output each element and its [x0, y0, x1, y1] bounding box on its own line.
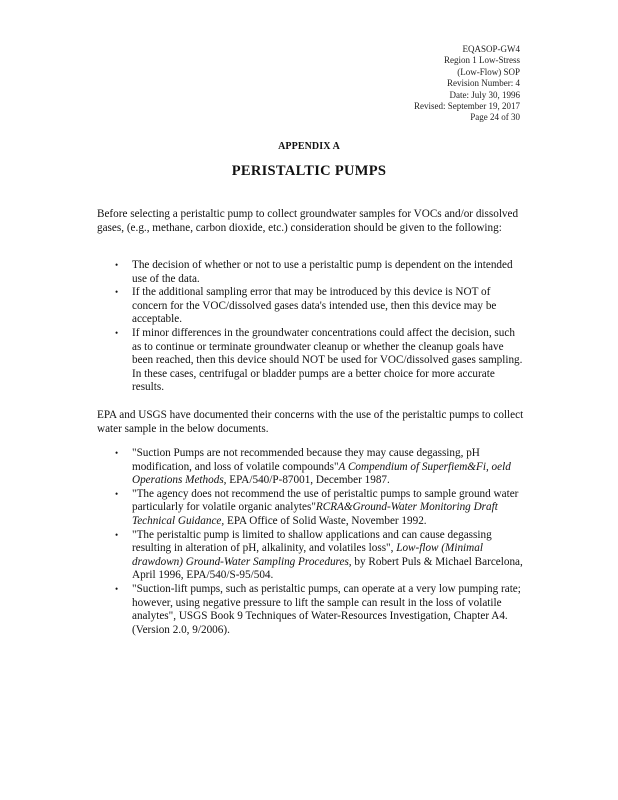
reference-quote: "Suction Pumps are not recommended because they may cause degassing, pH modification, and loss of volatile compounds"	[132, 447, 480, 473]
intro-paragraph: Before selecting a peristaltic pump to collect groundwater samples for VOCs and/or dissolved gases, (e.g., methane, carbon dioxide, etc.) consideration should be given to the following:	[97, 208, 519, 235]
reference-title: A Compendium of Superfiem&Fi, oeld Operations Methods,	[132, 460, 511, 487]
header-revised: Revised: September 19, 2017	[414, 101, 520, 112]
header-page-number: Page 24 of 30	[470, 112, 520, 123]
list-item	[115, 259, 527, 286]
bullet-icon: •	[115, 260, 119, 270]
reference-title: Low-flow (Minimal drawdown) Ground-Water Sampling Procedures,	[132, 542, 483, 568]
reference-title: RCRA&Ground-Water Monitoring Draft Technical Guidance,	[132, 501, 498, 527]
list-item	[115, 583, 527, 637]
reference-source: by Robert Puls & Michael Barcelona, April 1996, EPA/540/S-95/504.	[132, 555, 523, 582]
appendix-label: APPENDIX A	[278, 141, 340, 152]
references-list	[115, 447, 527, 637]
considerations-list	[115, 259, 527, 395]
list-item-text: The decision of whether or not to use a peristaltic pump is dependent on the intended use of the data.	[132, 259, 513, 285]
reference-quote: "The agency does not recommend the use of peristaltic pumps to sample ground water particularly for volatile organic analytes"	[132, 487, 519, 514]
bullet-icon: •	[115, 583, 119, 594]
list-item	[115, 327, 527, 395]
list-item	[115, 286, 527, 327]
list-item-text: If minor differences in the groundwater concentrations could affect the decision, such as to continue or terminate groundwater cleanup or whether the cleanup goals have been reached, then this device should NOT be used for VOC/dissolved gases sampling. In these cases, centrifugal or bladder pumps are a better choice for more accurate results.	[132, 326, 523, 394]
header-doc-id: EQASOP-GW4	[462, 44, 520, 54]
list-item	[115, 529, 527, 583]
header-region: Region 1 Low-Stress	[444, 55, 520, 66]
reference-source: EPA/540/P-87001, December 1987.	[226, 474, 390, 487]
list-item	[115, 488, 527, 529]
reference-quote: "The peristaltic pump is limited to shallow applications and can cause degassing resulting in alteration of pH, alkalinity, and volatiles loss",	[132, 528, 492, 555]
bullet-icon: •	[115, 287, 119, 298]
bullet-icon: •	[115, 488, 119, 499]
usgs-paragraph: EPA and USGS have documented their concerns with the use of the peristaltic pumps to collect water sample in the below documents.	[97, 409, 524, 436]
list-item-text: If the additional sampling error that may be introduced by this device is NOT of concern for the VOC/dissolved gases data's intended use, then this device may be acceptable.	[132, 286, 497, 326]
bullet-icon: •	[115, 529, 119, 540]
list-item	[115, 447, 527, 488]
reference-source: EPA Office of Solid Waste, November 1992.	[224, 514, 427, 527]
document-header	[414, 44, 520, 124]
reference-quote: "Suction-lift pumps, such as peristaltic pumps, can operate at a very low pumping rate; however, using negative pressure to lift the sample can result in the loss of volatile analytes", USGS Book 9 Techniques of Water-Resources Investigation, Chapter A4. (Version 2.0, 9/2006).	[132, 582, 521, 636]
bullet-icon: •	[115, 448, 119, 458]
header-sop-type: (Low-Flow) SOP	[457, 66, 520, 77]
page-title: PERISTALTIC PUMPS	[231, 163, 387, 179]
header-revision-number: Revision Number: 4	[447, 78, 520, 89]
bullet-icon: •	[115, 327, 119, 338]
header-date: Date: July 30, 1996	[449, 89, 520, 100]
